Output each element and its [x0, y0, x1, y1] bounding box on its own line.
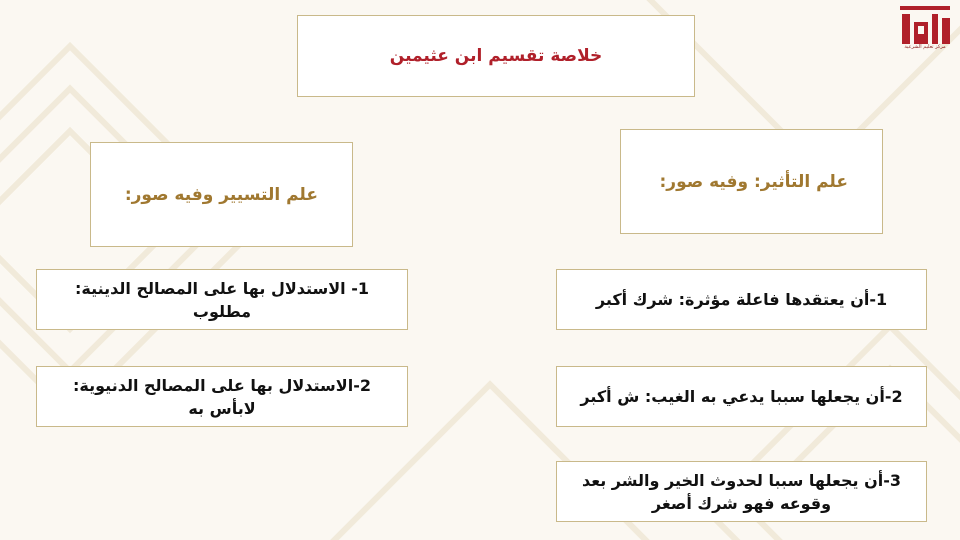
heading-influence — [620, 129, 883, 234]
influence-item — [556, 366, 927, 427]
guidance-item — [36, 269, 408, 330]
influence-item-text: 1-أن يعتقدها فاعلة مؤثرة: شرك أكبر — [595, 290, 888, 309]
page-title: خلاصة تقسيم ابن عثيمين — [297, 15, 695, 97]
influence-item-text: 3-أن يجعلها سببا لحدوث الخير والشر بعد وقوعه فهو شرك أصغر — [581, 470, 902, 513]
logo-icon — [896, 4, 954, 60]
heading-influence-label: علم التأثير: وفيه صور: — [659, 171, 848, 192]
heading-guidance — [90, 142, 353, 247]
heading-guidance-label: علم التسيير وفيه صور: — [124, 184, 318, 205]
guidance-item — [36, 366, 408, 427]
influence-item — [556, 461, 927, 522]
logo-text: مركز تعليم الشرعية — [904, 44, 946, 50]
guidance-item-text: 1- الاستدلال بها على المصالح الدينية: مطلوب — [75, 278, 369, 321]
guidance-item-text: 2-الاستدلال بها على المصالح الدنيوية: لابأس به — [73, 375, 371, 418]
influence-item-text: 2-أن يجعلها سببا يدعي به الغيب: ش أكبر — [580, 387, 903, 406]
influence-item — [556, 269, 927, 330]
